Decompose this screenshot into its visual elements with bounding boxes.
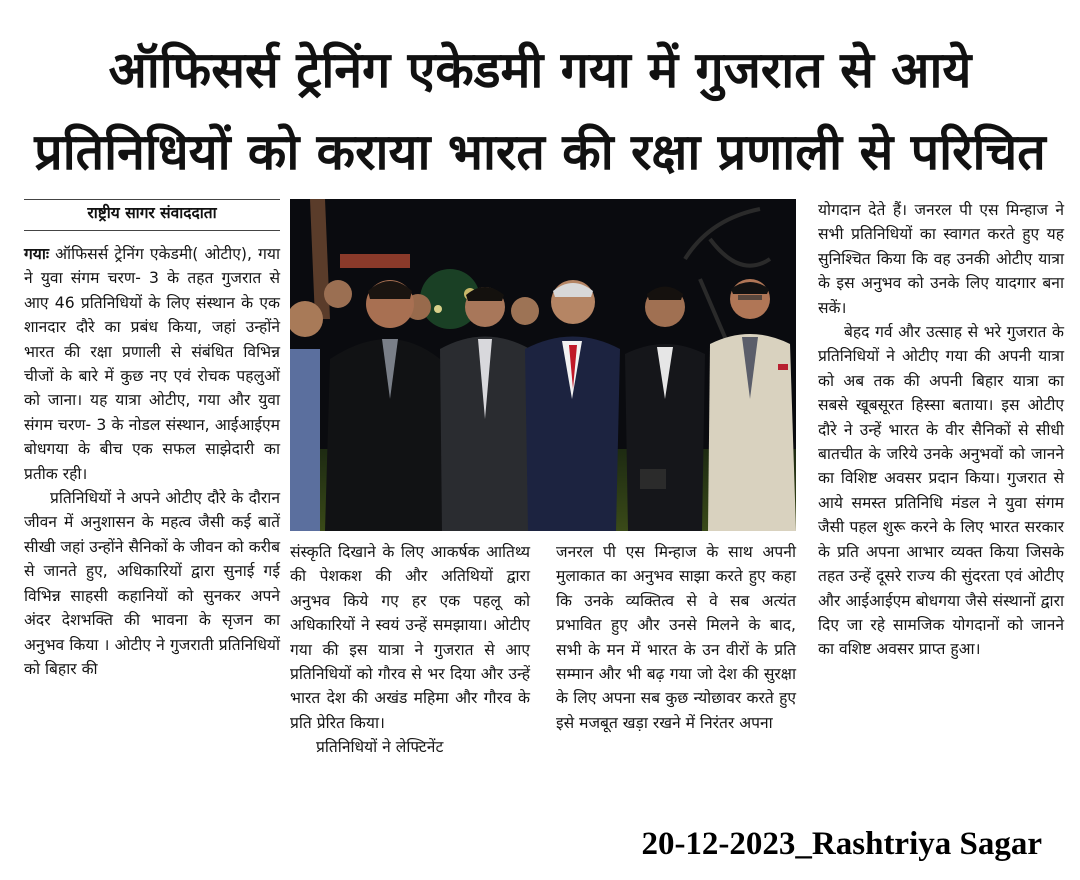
byline: राष्ट्रीय सागर संवाददाता <box>87 204 217 222</box>
article-column-3 <box>556 540 796 735</box>
article-column-4 <box>818 198 1064 662</box>
byline-rule-bottom <box>24 230 280 231</box>
col1-paragraph-2: प्रतिनिधियों ने अपने ओटीए दौरे के दौरान जीवन में अनुशासन के महत्व जैसी कई बातें सीखी जहां उन्होंने सैनिकों के जीवन को करीब से जानते हुए, अधिकारियों द्वारा सुनाई गई विभिन्न साहसी कहानियों को सुनकर अपने अंदर देशभक्ति की भावना के सृजन का अनुभव किया । ओटीए ने गुजराती प्रतिनिधियों को बिहार की <box>24 489 280 678</box>
headline-line-2: प्रतिनिधियों को कराया भारत की रक्षा प्रणाली से परिचित <box>34 123 1046 181</box>
col2-paragraph-1: संस्कृति दिखाने के लिए आकर्षक आतिथ्य की पेशकश की और अतिथियों द्वारा अनुभव किये गए हर एक पहलू को अधिकारियों ने स्वयं उन्हें समझाया। ओटीए गया की इस यात्रा ने गुजरात से आए प्रतिनिधियों को गौरव से भर दिया और उन्हें भारत देश की अखंड महिमा और गौरव के प्रति प्रेरित किया। <box>290 543 530 732</box>
dateline-place: गयाः <box>24 245 50 263</box>
col2-paragraph-2: प्रतिनिधियों ने लेफ्टिनेंट <box>316 738 444 757</box>
col3-paragraph-1: जनरल पी एस मिन्हाज के साथ अपनी मुलाकात का अनुभव साझा करते हुए कहा कि उनके व्यक्तित्व से वे सब अत्यंत प्रभावित हुए और उनसे मिलने के बाद, सभी के मन में भारत के उन वीरों के प्रति सम्मान और भी बढ़ गया जो देश की सुरक्षा के लिए अपना सब कुछ न्योछावर करते हुए इसे मजबूत खड़ा रखने में निरंतर अपना <box>556 543 796 732</box>
group-photo <box>290 199 796 531</box>
col1-paragraph-1: ऑफिसर्स ट्रेनिंग एकेडमी( ओटीए), गया ने युवा संगम चरण- 3 के तहत गुजरात से आए 46 प्रतिनिधियों के लिए संस्थान के एक शानदार दौरे का प्रबंध किया, जहां उन्होंने भारत की रक्षा प्रणाली से संबंधित विभिन्न चीजों के बारे में कुछ नए एवं रोचक पहलुओं को जाना। यह यात्रा ओटीए, गया और युवा संगम चरण- 3 के नोडल संस्थान, आईआईएम बोधगया के बीच एक सफल साझेदारी का प्रतीक रही। <box>24 245 280 483</box>
byline-rule-top <box>24 199 280 200</box>
article-column-1 <box>24 242 280 681</box>
publication-dateline: 20-12-2023_Rashtriya Sagar <box>641 826 1042 862</box>
article-column-2 <box>290 540 530 760</box>
news-photo <box>290 199 796 531</box>
col4-paragraph-2: बेहद गर्व और उत्साह से भरे गुजरात के प्रतिनिधियों ने ओटीए गया की अपनी यात्रा को अब तक की अपनी बिहार यात्रा का सबसे खूबसूरत हिस्सा बताया। इस ओटीए दौरे ने उन्हें भारत के वीर सैनिकों से सीधी बातचीत के जरिये उनके अनुभवों को जानने का विशिष्ट अवसर प्रदान किया। गुजरात से आये समस्त प्रतिनिधि मंडल ने युवा संगम जैसी पहल शुरू करने के लिए भारत सरकार के प्रति अपना आभार व्यक्त किया जिसके तहत उन्हें दूसरे राज्य की सुंदरता एवं ओटीए और आईआईएम बोधगया जैसे संस्थानों द्वारा दिए जा रहे सामजिक योगदानों को जानने का वशिष्ट अवसर प्राप्त हुआ। <box>818 323 1064 659</box>
headline-line-1: ऑफिसर्स ट्रेनिंग एकेडमी गया में गुजरात से आये <box>108 41 972 99</box>
col4-paragraph-1: योगदान देते हैं। जनरल पी एस मिन्हाज ने सभी प्रतिनिधियों का स्वागत करते हुए यह सुनिश्चित किया कि वह उनकी ओटीए यात्रा के इस अनुभव को उनके लिए यादगार बना सकें। <box>818 201 1064 317</box>
